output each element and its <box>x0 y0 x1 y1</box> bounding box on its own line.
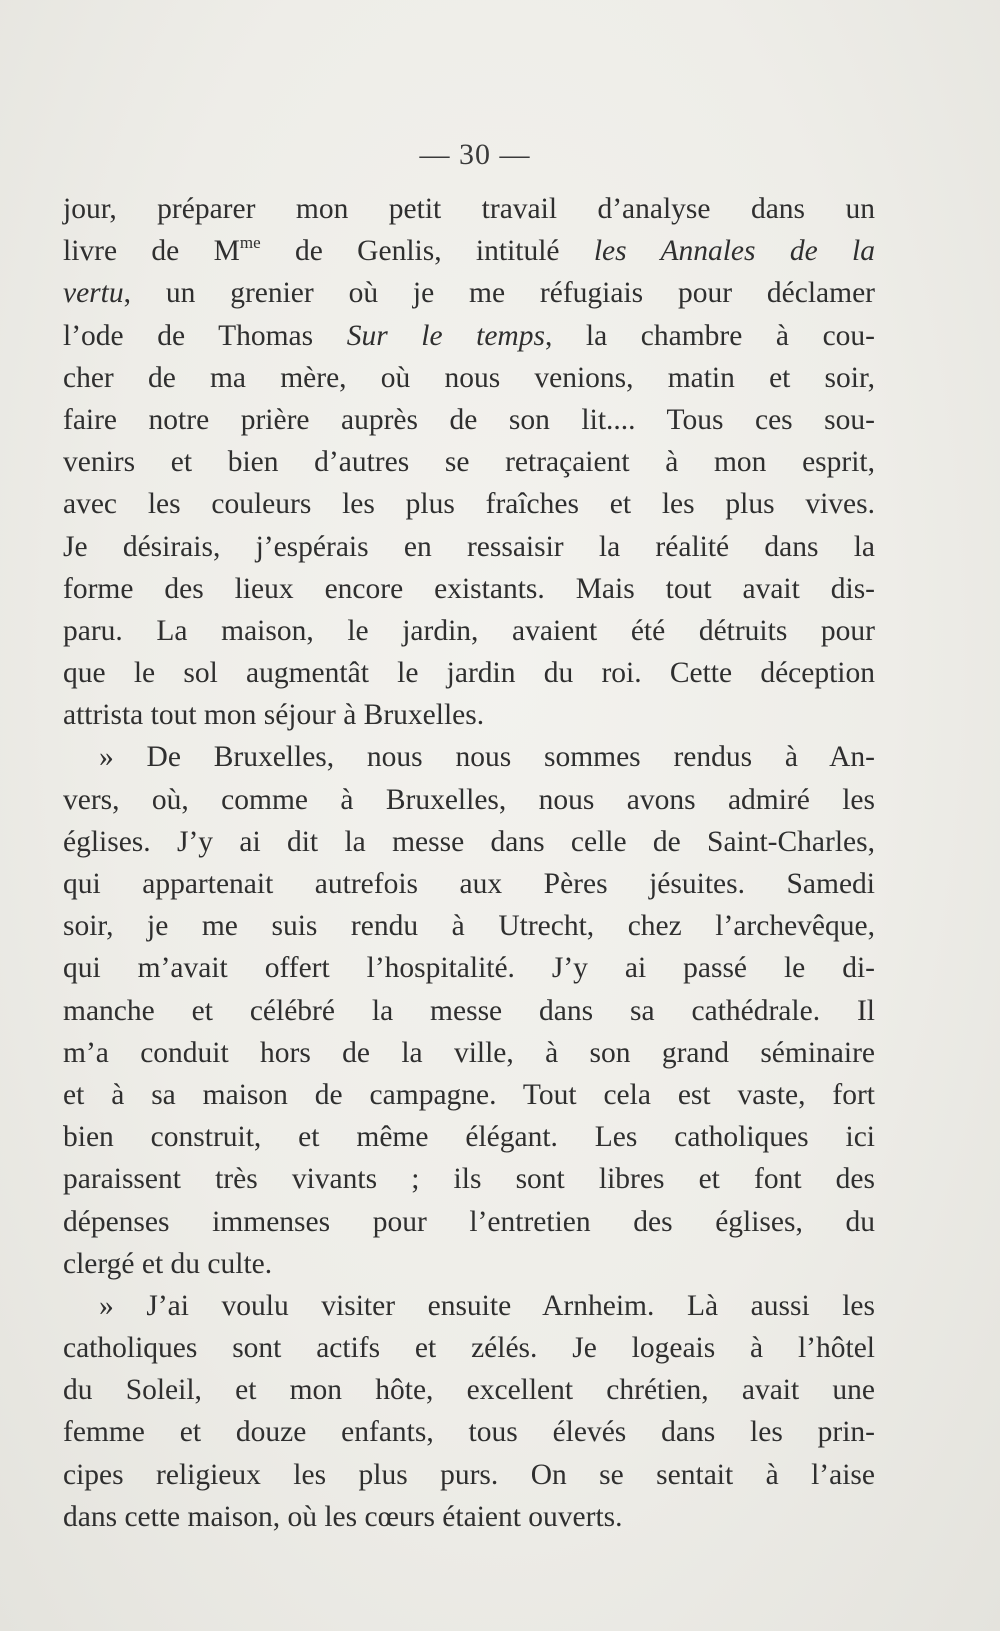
text-line <box>63 821 875 863</box>
text-segment: femme et douze enfants, tous élevés dans les prin- <box>63 1416 875 1449</box>
text-segment: m’a conduit hors de la ville, à son grand séminaire <box>63 1036 875 1069</box>
text-line <box>63 1369 875 1411</box>
text-line <box>63 1158 875 1200</box>
text-segment: jour, préparer mon petit travail d’analyse dans un <box>63 193 875 225</box>
italic-text: les Annales de la <box>593 235 875 268</box>
italic-text: vertu <box>63 277 124 310</box>
text-segment: clergé et du culte. <box>63 1247 273 1280</box>
text-line <box>63 1116 875 1158</box>
text-segment: » J’ai voulu visiter ensuite Arnheim. Là aussi les <box>99 1289 875 1322</box>
text-segment: Je désirais, j’espérais en ressaisir la réalité dans la <box>63 530 875 563</box>
text-line <box>63 610 875 652</box>
text-line <box>63 399 875 441</box>
text-line <box>63 1074 875 1116</box>
text-segment: dans cette maison, où les cœurs étaient ouverts. <box>63 1500 623 1533</box>
text-segment: paru. La maison, le jardin, avaient été détruits pour <box>63 614 875 647</box>
text-line <box>63 188 875 230</box>
text-line <box>63 272 875 314</box>
text-line <box>63 357 875 399</box>
text-segment: soir, je me suis rendu à Utrecht, chez l’archevêque, <box>63 910 875 943</box>
text-segment: , la chambre à cou- <box>544 319 875 352</box>
text-segment: et à sa maison de campagne. Tout cela est vaste, fort <box>63 1078 875 1111</box>
body-text <box>63 188 875 1538</box>
text-line <box>63 1285 875 1327</box>
text-segment: cipes religieux les plus purs. On se sentait à l’aise <box>63 1458 875 1491</box>
text-segment: venirs et bien d’autres se retraçaient à mon esprit, <box>63 446 875 479</box>
text-segment: que le sol augmentât le jardin du roi. Cette déception <box>63 657 875 690</box>
text-segment: avec les couleurs les plus fraîches et les plus vives. <box>63 488 875 521</box>
text-segment: paraissent très vivants ; ils sont libres et font des <box>63 1163 875 1196</box>
text-segment: attrista tout mon séjour à Bruxelles. <box>63 699 485 732</box>
text-line <box>63 1454 875 1496</box>
text-segment: qui appartenait autrefois aux Pères jésuites. Samedi <box>63 868 875 900</box>
text-segment: catholiques sont actifs et zélés. Je logeais à l’hôtel <box>63 1332 875 1365</box>
page-number: — 30 — <box>419 138 531 171</box>
text-segment: faire notre prière auprès de son lit.... Tous ces sou- <box>63 403 875 436</box>
text-segment: qui m’avait offert l’hospitalité. J’y ai passé le di- <box>63 952 875 985</box>
text-segment: dépenses immenses pour l’entretien des églises, du <box>63 1205 875 1238</box>
text-line <box>63 1201 875 1243</box>
text-line <box>63 441 875 483</box>
text-line <box>63 947 875 989</box>
text-line <box>63 990 875 1032</box>
text-line <box>63 863 875 905</box>
text-line <box>63 230 875 272</box>
text-segment: du Soleil, et mon hôte, excellent chrétien, avait une <box>63 1374 875 1407</box>
text-line <box>63 652 875 694</box>
text-line <box>63 1243 875 1285</box>
text-line <box>63 1411 875 1453</box>
text-segment: cher de ma mère, où nous venions, matin et soir, <box>63 361 875 394</box>
text-segment: églises. J’y ai dit la messe dans celle de Saint-Charles, <box>63 825 875 858</box>
text-line <box>63 483 875 525</box>
text-line <box>63 736 875 778</box>
text-line <box>63 1496 875 1538</box>
text-line <box>63 694 875 736</box>
text-line <box>63 1327 875 1369</box>
text-line <box>63 315 875 357</box>
text-segment: manche et célébré la messe dans sa cathédrale. Il <box>63 994 875 1027</box>
text-segment: forme des lieux encore existants. Mais tout avait dis- <box>63 572 875 605</box>
text-line <box>63 905 875 947</box>
text-line <box>63 1032 875 1074</box>
text-line <box>63 779 875 821</box>
text-segment: bien construit, et même élégant. Les catholiques ici <box>63 1121 875 1154</box>
text-segment: de Genlis, intitulé <box>260 235 594 268</box>
text-segment: l’ode de Thomas <box>63 319 347 352</box>
text-line <box>63 526 875 568</box>
text-segment: livre de M <box>63 235 240 268</box>
text-segment: vers, où, comme à Bruxelles, nous avons admiré les <box>63 783 875 816</box>
text-line <box>63 568 875 610</box>
text-segment: , un grenier où je me réfugiais pour déclamer <box>123 277 875 310</box>
superscript: me <box>239 233 261 253</box>
text-segment: » De Bruxelles, nous nous sommes rendus à An- <box>99 741 875 774</box>
italic-text: Sur le temps <box>346 319 545 352</box>
